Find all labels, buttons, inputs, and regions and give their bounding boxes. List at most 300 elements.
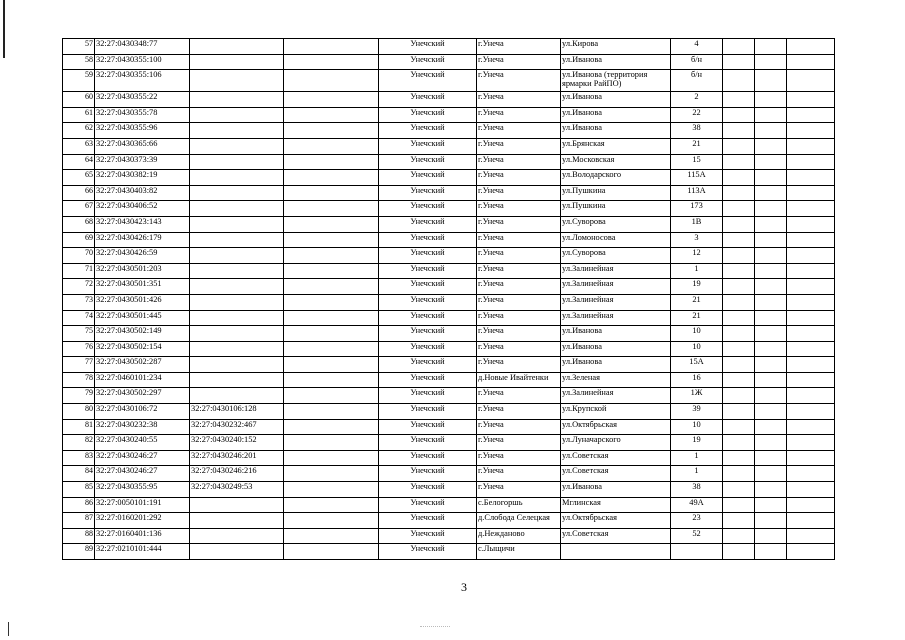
house-number-cell: 1В: [671, 216, 723, 232]
cadastral-number-2-cell: 32:27:0430246:201: [190, 450, 284, 466]
cadastral-number-2-cell: [190, 497, 284, 513]
empty-cell: [755, 404, 787, 420]
street-cell: ул.Советская: [561, 528, 671, 544]
empty-cell: [723, 185, 755, 201]
locality-cell: г.Унеча: [477, 310, 561, 326]
cadastral-number-cell: 32:27:0160201:292: [95, 513, 190, 529]
cadastral-number-2-cell: [190, 544, 284, 560]
cadastral-number-2-cell: [190, 248, 284, 264]
empty-cell: [284, 185, 379, 201]
empty-cell: [787, 513, 835, 529]
house-number-cell: 39: [671, 404, 723, 420]
street-cell: ул.Суворова: [561, 216, 671, 232]
locality-cell: г.Унеча: [477, 388, 561, 404]
locality-cell: г.Унеча: [477, 248, 561, 264]
empty-cell: [284, 466, 379, 482]
street-cell: ул.Кирова: [561, 39, 671, 55]
empty-cell: [723, 294, 755, 310]
empty-cell: [787, 326, 835, 342]
street-cell: ул.Залинейная: [561, 279, 671, 295]
district-cell: Унечский: [379, 232, 477, 248]
empty-cell: [755, 185, 787, 201]
table-row: [63, 372, 835, 388]
street-cell: ул.Иванова: [561, 357, 671, 373]
street-cell: ул.Брянская: [561, 138, 671, 154]
street-cell: ул.Иванова: [561, 482, 671, 498]
cadastral-number-cell: 32:27:0430502:287: [95, 357, 190, 373]
table-row: [63, 123, 835, 139]
empty-cell: [787, 263, 835, 279]
empty-cell: [755, 388, 787, 404]
locality-cell: г.Унеча: [477, 357, 561, 373]
cadastral-number-cell: 32:27:0210101:444: [95, 544, 190, 560]
cadastral-number-2-cell: 32:27:0430246:216: [190, 466, 284, 482]
house-number-cell: 19: [671, 435, 723, 451]
locality-cell: г.Унеча: [477, 154, 561, 170]
table-row: [63, 201, 835, 217]
cadastral-number-2-cell: [190, 92, 284, 108]
row-number-cell: 74: [63, 310, 95, 326]
cadastral-number-2-cell: [190, 388, 284, 404]
house-number-cell: 15: [671, 154, 723, 170]
locality-cell: г.Унеча: [477, 279, 561, 295]
empty-cell: [284, 138, 379, 154]
street-cell: ул.Иванова: [561, 341, 671, 357]
empty-cell: [755, 341, 787, 357]
cadastral-number-cell: 32:27:0430501:426: [95, 294, 190, 310]
cadastral-number-2-cell: [190, 357, 284, 373]
table-row: [63, 185, 835, 201]
house-number-cell: 12: [671, 248, 723, 264]
cadastral-number-cell: 32:27:0430426:59: [95, 248, 190, 264]
locality-cell: г.Унеча: [477, 185, 561, 201]
locality-cell: г.Унеча: [477, 294, 561, 310]
table-row: [63, 341, 835, 357]
table-row: [63, 70, 835, 92]
table-row: [63, 92, 835, 108]
empty-cell: [755, 466, 787, 482]
empty-cell: [755, 154, 787, 170]
scan-edge-line: [3, 0, 5, 58]
table-row: [63, 544, 835, 560]
cadastral-number-cell: 32:27:0430501:203: [95, 263, 190, 279]
empty-cell: [284, 528, 379, 544]
row-number-cell: 66: [63, 185, 95, 201]
empty-cell: [755, 70, 787, 92]
cadastral-number-2-cell: [190, 54, 284, 70]
cadastral-number-2-cell: [190, 107, 284, 123]
locality-cell: г.Унеча: [477, 138, 561, 154]
cadastral-number-2-cell: [190, 170, 284, 186]
cadastral-number-cell: 32:27:0430246:27: [95, 450, 190, 466]
empty-cell: [284, 279, 379, 295]
table-row: [63, 528, 835, 544]
locality-cell: г.Унеча: [477, 170, 561, 186]
street-cell: ул.Иванова: [561, 92, 671, 108]
row-number-cell: 57: [63, 39, 95, 55]
cadastral-number-cell: 32:27:0430406:52: [95, 201, 190, 217]
empty-cell: [723, 372, 755, 388]
empty-cell: [284, 170, 379, 186]
empty-cell: [755, 482, 787, 498]
district-cell: Унечский: [379, 263, 477, 279]
empty-cell: [755, 419, 787, 435]
cadastral-number-cell: 32:27:0430232:38: [95, 419, 190, 435]
empty-cell: [284, 326, 379, 342]
house-number-cell: 23: [671, 513, 723, 529]
empty-cell: [723, 39, 755, 55]
house-number-cell: 1: [671, 450, 723, 466]
empty-cell: [787, 435, 835, 451]
house-number-cell: 52: [671, 528, 723, 544]
street-cell: ул.Иванова: [561, 123, 671, 139]
house-number-cell: 21: [671, 310, 723, 326]
row-number-cell: 81: [63, 419, 95, 435]
locality-cell: г.Унеча: [477, 450, 561, 466]
row-number-cell: 70: [63, 248, 95, 264]
house-number-cell: 113А: [671, 185, 723, 201]
cadastral-number-cell: 32:27:0430426:179: [95, 232, 190, 248]
cadastral-number-cell: 32:27:0430365:66: [95, 138, 190, 154]
locality-cell: г.Унеча: [477, 123, 561, 139]
street-cell: ул.Иванова: [561, 54, 671, 70]
house-number-cell: 19: [671, 279, 723, 295]
empty-cell: [787, 216, 835, 232]
property-registry-table: [62, 38, 835, 560]
locality-cell: г.Унеча: [477, 435, 561, 451]
cadastral-number-cell: 32:27:0160401:136: [95, 528, 190, 544]
locality-cell: г.Унеча: [477, 201, 561, 217]
empty-cell: [284, 435, 379, 451]
table-row: [63, 388, 835, 404]
empty-cell: [284, 372, 379, 388]
cadastral-number-2-cell: [190, 70, 284, 92]
cadastral-number-cell: 32:27:0430355:22: [95, 92, 190, 108]
empty-cell: [755, 107, 787, 123]
house-number-cell: 49А: [671, 497, 723, 513]
empty-cell: [755, 450, 787, 466]
empty-cell: [723, 466, 755, 482]
empty-cell: [755, 138, 787, 154]
empty-cell: [723, 263, 755, 279]
empty-cell: [284, 419, 379, 435]
empty-cell: [755, 201, 787, 217]
locality-cell: г.Унеча: [477, 216, 561, 232]
table-row: [63, 466, 835, 482]
cadastral-number-2-cell: [190, 326, 284, 342]
cadastral-number-2-cell: [190, 528, 284, 544]
locality-cell: д.Нежданово: [477, 528, 561, 544]
empty-cell: [787, 107, 835, 123]
empty-cell: [755, 232, 787, 248]
empty-cell: [755, 54, 787, 70]
house-number-cell: 38: [671, 123, 723, 139]
empty-cell: [284, 341, 379, 357]
cadastral-number-cell: 32:27:0460101:234: [95, 372, 190, 388]
row-number-cell: 80: [63, 404, 95, 420]
house-number-cell: 3: [671, 232, 723, 248]
empty-cell: [787, 544, 835, 560]
cadastral-number-2-cell: 32:27:0430232:467: [190, 419, 284, 435]
locality-cell: г.Унеча: [477, 54, 561, 70]
cadastral-number-2-cell: [190, 513, 284, 529]
empty-cell: [723, 357, 755, 373]
empty-cell: [723, 404, 755, 420]
locality-cell: г.Унеча: [477, 482, 561, 498]
empty-cell: [787, 497, 835, 513]
street-cell: ул.Залинейная: [561, 310, 671, 326]
house-number-cell: б/н: [671, 54, 723, 70]
table-row: [63, 294, 835, 310]
cadastral-number-cell: 32:27:0430382:19: [95, 170, 190, 186]
empty-cell: [723, 528, 755, 544]
empty-cell: [787, 201, 835, 217]
empty-cell: [755, 372, 787, 388]
cadastral-number-cell: 32:27:0050101:191: [95, 497, 190, 513]
cadastral-number-cell: 32:27:0430106:72: [95, 404, 190, 420]
table-row: [63, 138, 835, 154]
cadastral-number-2-cell: [190, 185, 284, 201]
table-row: [63, 232, 835, 248]
empty-cell: [284, 232, 379, 248]
cadastral-number-cell: 32:27:0430240:55: [95, 435, 190, 451]
cadastral-number-2-cell: [190, 372, 284, 388]
cadastral-number-2-cell: [190, 232, 284, 248]
locality-cell: г.Унеча: [477, 107, 561, 123]
empty-cell: [723, 435, 755, 451]
table-row: [63, 248, 835, 264]
row-number-cell: 78: [63, 372, 95, 388]
empty-cell: [284, 39, 379, 55]
empty-cell: [284, 357, 379, 373]
empty-cell: [787, 482, 835, 498]
locality-cell: г.Унеча: [477, 39, 561, 55]
cadastral-number-cell: 32:27:0430502:149: [95, 326, 190, 342]
empty-cell: [284, 92, 379, 108]
house-number-cell: 1: [671, 263, 723, 279]
district-cell: Унечский: [379, 201, 477, 217]
street-cell: ул.Октябрьская: [561, 419, 671, 435]
locality-cell: с.Лыщичи: [477, 544, 561, 560]
cadastral-number-cell: 32:27:0430373:39: [95, 154, 190, 170]
row-number-cell: 65: [63, 170, 95, 186]
empty-cell: [284, 263, 379, 279]
street-cell: ул.Залинейная: [561, 294, 671, 310]
table-row: [63, 216, 835, 232]
empty-cell: [787, 419, 835, 435]
locality-cell: с.Белогоршь: [477, 497, 561, 513]
table-row: [63, 154, 835, 170]
street-cell: ул.Иванова: [561, 326, 671, 342]
empty-cell: [723, 201, 755, 217]
district-cell: Унечский: [379, 107, 477, 123]
row-number-cell: 63: [63, 138, 95, 154]
district-cell: Унечский: [379, 326, 477, 342]
empty-cell: [284, 216, 379, 232]
street-cell: ул.Ломоносова: [561, 232, 671, 248]
cadastral-number-cell: 32:27:0430348:77: [95, 39, 190, 55]
empty-cell: [723, 248, 755, 264]
empty-cell: [787, 466, 835, 482]
empty-cell: [723, 154, 755, 170]
house-number-cell: 21: [671, 138, 723, 154]
empty-cell: [755, 310, 787, 326]
table-row: [63, 107, 835, 123]
empty-cell: [755, 92, 787, 108]
cadastral-number-cell: 32:27:0430355:106: [95, 70, 190, 92]
row-number-cell: 71: [63, 263, 95, 279]
empty-cell: [723, 54, 755, 70]
cadastral-number-2-cell: [190, 310, 284, 326]
locality-cell: г.Унеча: [477, 92, 561, 108]
district-cell: Унечский: [379, 357, 477, 373]
empty-cell: [787, 248, 835, 264]
locality-cell: г.Унеча: [477, 70, 561, 92]
street-cell: ул.Советская: [561, 466, 671, 482]
empty-cell: [787, 154, 835, 170]
district-cell: Унечский: [379, 123, 477, 139]
row-number-cell: 67: [63, 201, 95, 217]
district-cell: Унечский: [379, 341, 477, 357]
district-cell: Унечский: [379, 92, 477, 108]
row-number-cell: 87: [63, 513, 95, 529]
empty-cell: [787, 357, 835, 373]
cadastral-number-cell: 32:27:0430355:78: [95, 107, 190, 123]
district-cell: Унечский: [379, 404, 477, 420]
empty-cell: [755, 528, 787, 544]
empty-cell: [723, 388, 755, 404]
cadastral-number-cell: 32:27:0430355:95: [95, 482, 190, 498]
street-cell: ул.Суворова: [561, 248, 671, 264]
district-cell: Унечский: [379, 154, 477, 170]
row-number-cell: 76: [63, 341, 95, 357]
empty-cell: [284, 248, 379, 264]
empty-cell: [723, 279, 755, 295]
empty-cell: [787, 123, 835, 139]
house-number-cell: 1Ж: [671, 388, 723, 404]
house-number-cell: 16: [671, 372, 723, 388]
table-row: [63, 497, 835, 513]
empty-cell: [755, 123, 787, 139]
empty-cell: [723, 341, 755, 357]
empty-cell: [787, 279, 835, 295]
empty-cell: [755, 294, 787, 310]
locality-cell: г.Унеча: [477, 232, 561, 248]
empty-cell: [723, 326, 755, 342]
row-number-cell: 82: [63, 435, 95, 451]
district-cell: Унечский: [379, 544, 477, 560]
empty-cell: [755, 170, 787, 186]
district-cell: Унечский: [379, 435, 477, 451]
street-cell: ул.Советская: [561, 450, 671, 466]
empty-cell: [723, 544, 755, 560]
table-row: [63, 326, 835, 342]
street-cell: ул.Московская: [561, 154, 671, 170]
empty-cell: [723, 216, 755, 232]
district-cell: Унечский: [379, 216, 477, 232]
empty-cell: [787, 170, 835, 186]
row-number-cell: 79: [63, 388, 95, 404]
house-number-cell: [671, 544, 723, 560]
cadastral-number-cell: 32:27:0430501:351: [95, 279, 190, 295]
empty-cell: [284, 294, 379, 310]
row-number-cell: 73: [63, 294, 95, 310]
house-number-cell: 21: [671, 294, 723, 310]
cadastral-number-cell: 32:27:0430423:143: [95, 216, 190, 232]
district-cell: Унечский: [379, 54, 477, 70]
table-row: [63, 357, 835, 373]
empty-cell: [284, 544, 379, 560]
empty-cell: [723, 497, 755, 513]
district-cell: Унечский: [379, 310, 477, 326]
house-number-cell: 10: [671, 341, 723, 357]
empty-cell: [723, 123, 755, 139]
house-number-cell: 38: [671, 482, 723, 498]
cadastral-number-2-cell: [190, 294, 284, 310]
empty-cell: [284, 388, 379, 404]
table-row: [63, 170, 835, 186]
locality-cell: г.Унеча: [477, 326, 561, 342]
row-number-cell: 61: [63, 107, 95, 123]
locality-cell: г.Унеча: [477, 404, 561, 420]
empty-cell: [787, 232, 835, 248]
district-cell: Унечский: [379, 528, 477, 544]
district-cell: Унечский: [379, 70, 477, 92]
table-row: [63, 263, 835, 279]
house-number-cell: 4: [671, 39, 723, 55]
empty-cell: [723, 450, 755, 466]
house-number-cell: 2: [671, 92, 723, 108]
cadastral-number-2-cell: [190, 123, 284, 139]
empty-cell: [284, 513, 379, 529]
cadastral-number-cell: 32:27:0430246:27: [95, 466, 190, 482]
empty-cell: [723, 232, 755, 248]
locality-cell: д.Новые Ивайтенки: [477, 372, 561, 388]
table-row: [63, 310, 835, 326]
house-number-cell: 22: [671, 107, 723, 123]
district-cell: Унечский: [379, 497, 477, 513]
row-number-cell: 86: [63, 497, 95, 513]
street-cell: [561, 544, 671, 560]
table-row: [63, 54, 835, 70]
table-row: [63, 419, 835, 435]
district-cell: Унечский: [379, 138, 477, 154]
cadastral-number-2-cell: 32:27:0430106:128: [190, 404, 284, 420]
street-cell: ул.Пушкина: [561, 185, 671, 201]
cadastral-number-2-cell: 32:27:0430240:152: [190, 435, 284, 451]
row-number-cell: 77: [63, 357, 95, 373]
district-cell: Унечский: [379, 185, 477, 201]
street-cell: ул.Крупской: [561, 404, 671, 420]
cadastral-number-cell: 32:27:0430355:100: [95, 54, 190, 70]
empty-cell: [755, 497, 787, 513]
table-row: [63, 435, 835, 451]
table-body: [63, 39, 835, 560]
house-number-cell: 10: [671, 326, 723, 342]
district-cell: Унечский: [379, 39, 477, 55]
empty-cell: [787, 54, 835, 70]
street-cell: ул.Октябрьская: [561, 513, 671, 529]
scan-edge-mark: [8, 622, 9, 636]
empty-cell: [755, 39, 787, 55]
empty-cell: [723, 70, 755, 92]
locality-cell: д.Слобода Селецкая: [477, 513, 561, 529]
locality-cell: г.Унеча: [477, 419, 561, 435]
empty-cell: [284, 482, 379, 498]
empty-cell: [787, 185, 835, 201]
empty-cell: [755, 279, 787, 295]
district-cell: Унечский: [379, 513, 477, 529]
